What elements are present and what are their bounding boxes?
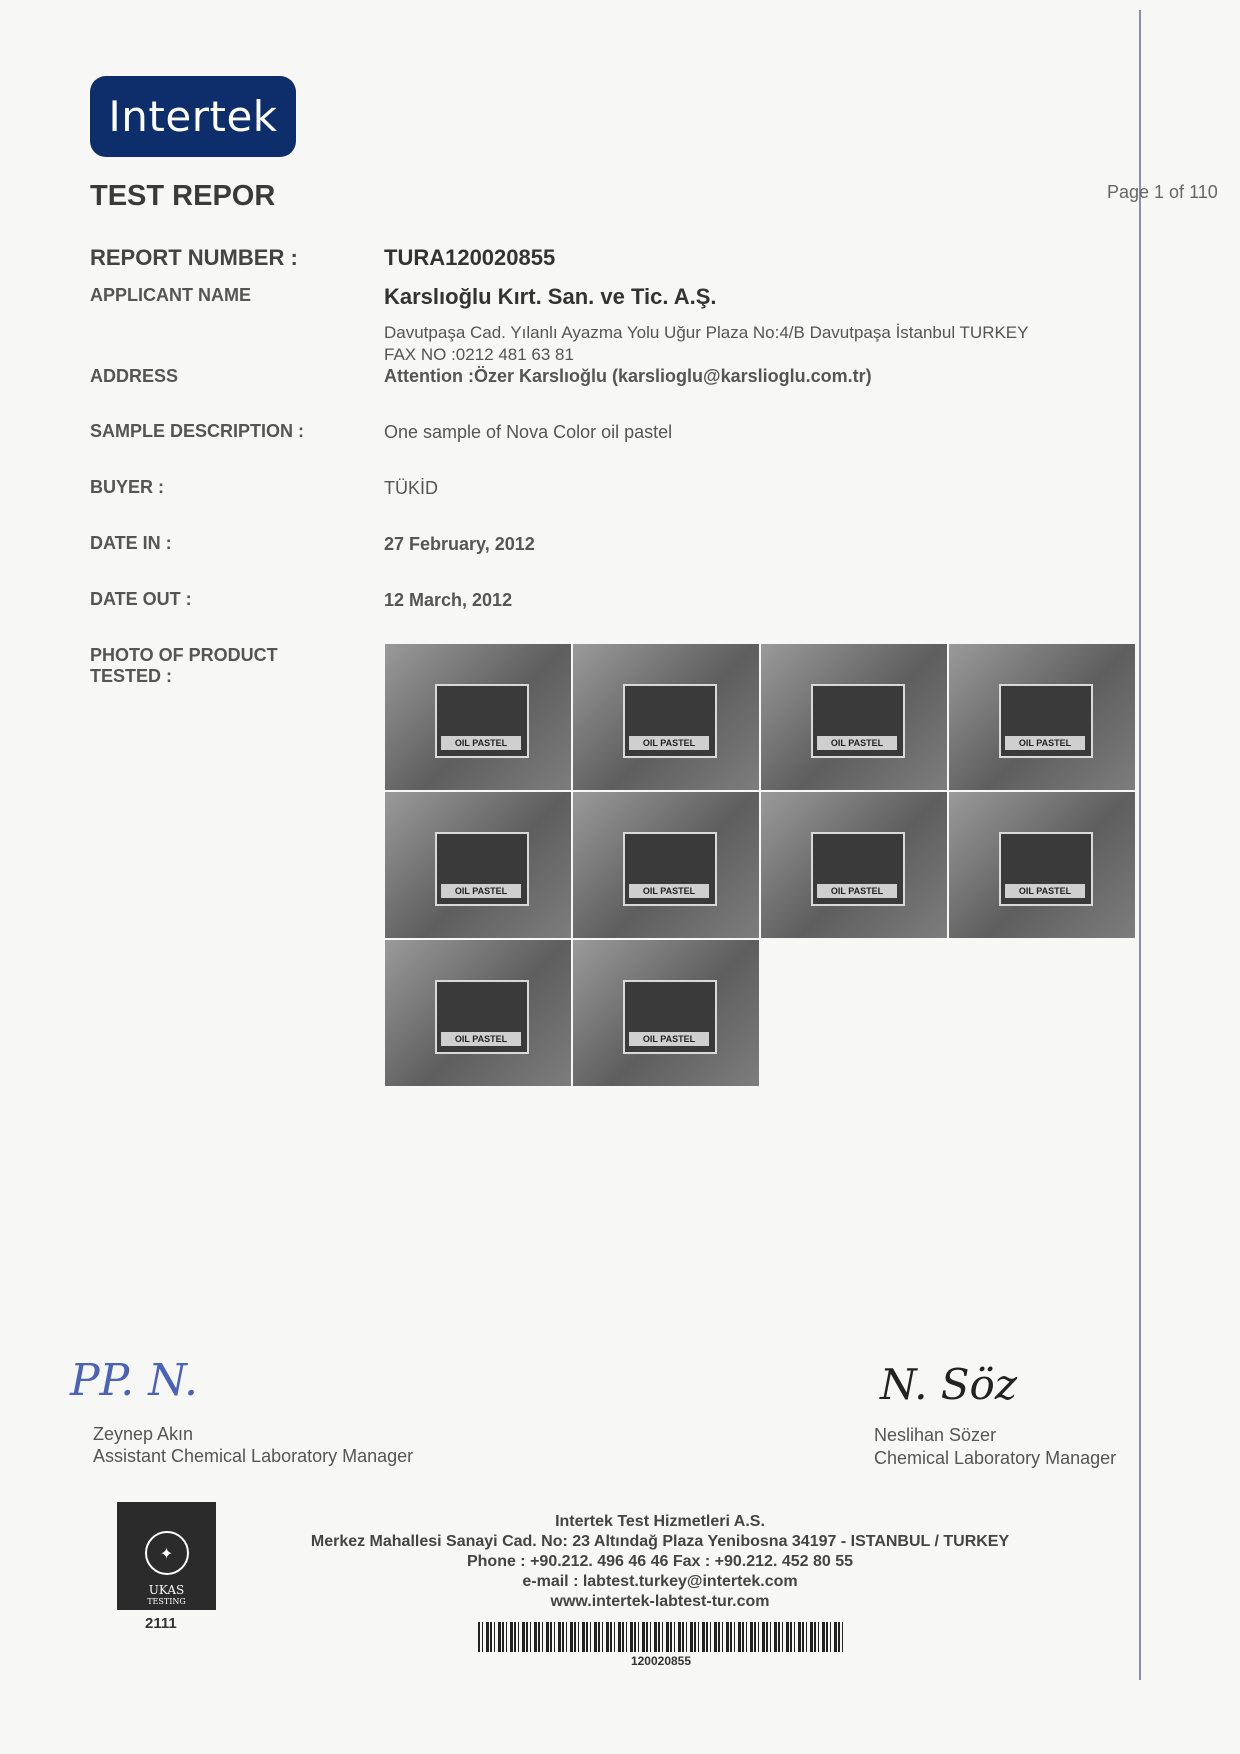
ukas-text: UKAS (148, 1583, 185, 1597)
pack-label: OIL PASTEL (629, 736, 709, 750)
product-photo (573, 644, 759, 790)
signer-left-name: Zeynep Akın (93, 1424, 194, 1444)
date-out-value: 12 March, 2012 (384, 590, 513, 610)
footer-address: Merkez Mahallesi Sanayi Cad. No: 23 Altındağ Plaza Yenibosna 34197 - ISTANBUL / TURKEY (310, 1533, 1010, 1550)
date-in-label: DATE IN : (90, 533, 172, 553)
ukas-subtext: TESTING (147, 1597, 186, 1606)
pastel-box (435, 980, 529, 1054)
date-out-label: DATE OUT : (90, 589, 192, 609)
product-photo (949, 644, 1135, 790)
crown-emblem-icon: ✦ (145, 1531, 189, 1575)
ukas-number: 2111 (145, 1615, 177, 1632)
photo-label (90, 645, 278, 687)
pastel-box (623, 684, 717, 758)
pack-label: OIL PASTEL (441, 736, 521, 750)
page-indicator: Page 1 of 110 (1107, 182, 1218, 202)
buyer-value: TÜKİD (384, 478, 438, 498)
product-photo (385, 940, 571, 1086)
pastel-box (811, 684, 905, 758)
buyer-label: BUYER : (90, 477, 165, 497)
footer-website: www.intertek-labtest-tur.com (550, 1593, 770, 1610)
ukas-accreditation-mark (117, 1502, 216, 1610)
sample-description-label: SAMPLE DESCRIPTION : (90, 421, 305, 441)
address-line-1: Davutpaşa Cad. Yılanlı Ayazma Yolu Uğur Plaza No:4/B Davutpaşa İstanbul TURKEY (384, 323, 1029, 342)
pack-label: OIL PASTEL (1005, 884, 1085, 898)
product-photo (761, 644, 947, 790)
footer-email: e-mail : labtest.turkey@intertek.com (522, 1573, 798, 1590)
signer-right-name: Neslihan Sözer (874, 1425, 997, 1445)
address-line-2: FAX NO :0212 481 63 81 (384, 345, 574, 364)
product-photo (761, 792, 947, 938)
pack-label: OIL PASTEL (441, 1032, 521, 1046)
pack-label: OIL PASTEL (817, 736, 897, 750)
report-number-label: REPORT NUMBER : (90, 245, 298, 270)
photo-label-line-1: PHOTO OF PRODUCT (90, 645, 278, 665)
signature-right (880, 1360, 1017, 1409)
product-photo (385, 792, 571, 938)
pastel-box (435, 832, 529, 906)
pastel-box (999, 684, 1093, 758)
barcode-number: 120020855 (630, 1654, 692, 1668)
logo-text: Intertek (108, 92, 278, 141)
footer-company: Intertek Test Hizmetleri A.S. (555, 1513, 765, 1530)
report-number-value: TURA120020855 (384, 245, 556, 270)
signer-left-title: Assistant Chemical Laboratory Manager (93, 1446, 414, 1466)
page-margin-line (1139, 10, 1141, 1680)
product-photo (385, 644, 571, 790)
report-title: TEST REPOR (90, 180, 276, 212)
product-photo-grid (385, 644, 1135, 1084)
pack-label: OIL PASTEL (629, 884, 709, 898)
address-line-3: Attention :Özer Karslıoğlu (karslioglu@karslioglu.com.tr) (384, 366, 872, 386)
pack-label: OIL PASTEL (817, 884, 897, 898)
signature-right-mark: N. Söz (880, 1360, 1017, 1409)
pastel-box (623, 832, 717, 906)
footer-phone: Phone : +90.212. 496 46 46 Fax : +90.212. 452 80 55 (466, 1553, 854, 1570)
product-photo (573, 792, 759, 938)
product-photo (573, 940, 759, 1086)
pack-label: OIL PASTEL (441, 884, 521, 898)
date-in-value: 27 February, 2012 (384, 534, 535, 554)
pack-label: OIL PASTEL (629, 1032, 709, 1046)
applicant-value: Karslıoğlu Kırt. San. ve Tic. A.Ş. (384, 284, 717, 309)
pastel-box (999, 832, 1093, 906)
address-label: ADDRESS (90, 366, 179, 386)
photo-label-line-2: TESTED : (90, 666, 173, 686)
applicant-label: APPLICANT NAME (90, 285, 251, 305)
pastel-box (623, 980, 717, 1054)
signature-left-mark: PP. N. (70, 1355, 198, 1406)
pack-label: OIL PASTEL (1005, 736, 1085, 750)
pastel-box (435, 684, 529, 758)
barcode (478, 1622, 844, 1652)
intertek-logo (90, 76, 296, 157)
signer-right-title: Chemical Laboratory Manager (874, 1448, 1117, 1468)
sample-description-value: One sample of Nova Color oil pastel (384, 422, 673, 442)
product-photo (949, 792, 1135, 938)
pastel-box (811, 832, 905, 906)
signature-left (70, 1355, 198, 1406)
